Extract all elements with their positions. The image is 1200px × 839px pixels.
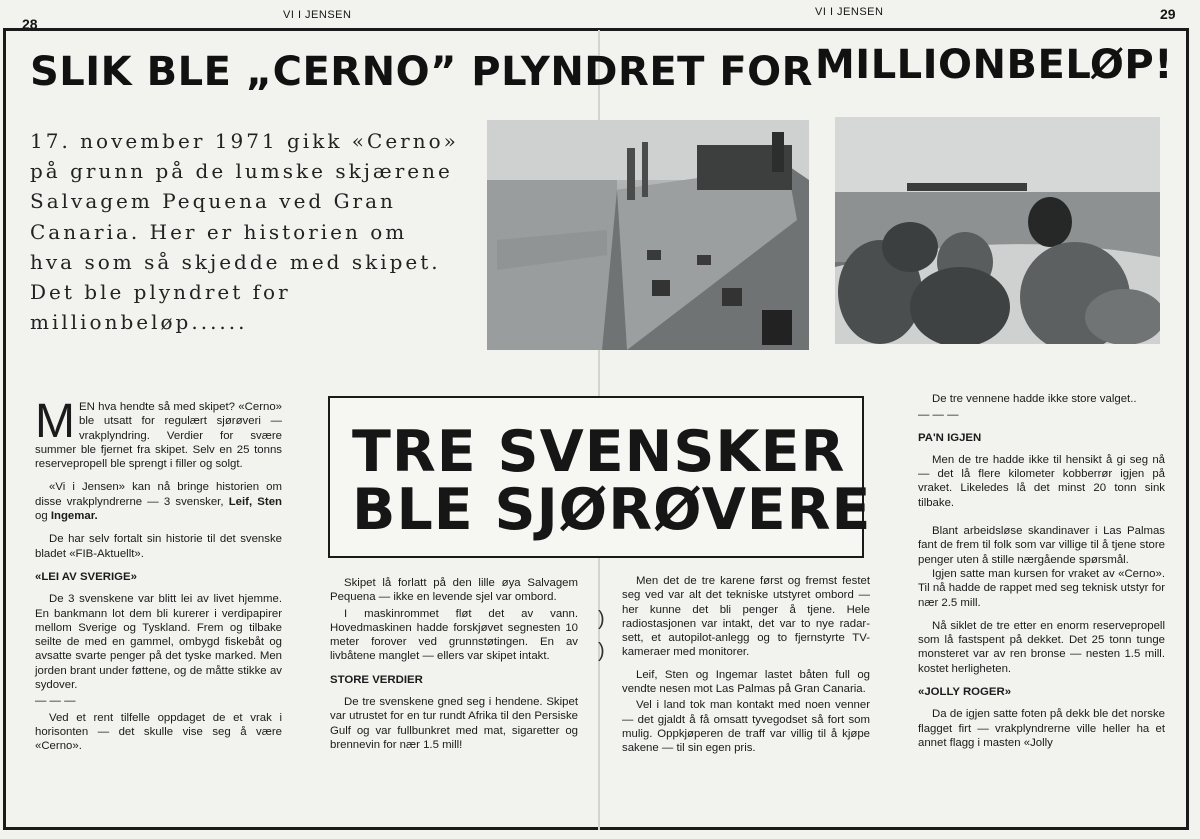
- main-headline-left: SLIK BLE „CERNO” PLYNDRET FOR: [30, 49, 813, 95]
- column-3: [622, 574, 870, 765]
- col3-paragraph-1: Men det de tre karene først og fremst festet seg ved var alt det tekniske utstyret ombord — her kunne det bli penger å tjene. Hele radiostasjonen var intakt, det var to nye radar-sett, et autopilot-anlegg og to fjernstyrte TV-kameraer med monitorer.: [622, 575, 870, 659]
- col4-paragraph-2: Men de tre hadde ikke til hensikt å gi seg nå — det lå flere kilometer kobberrør igjen på vraket. Likeledes lå det minst 20 tonn sink tilbake.: [918, 453, 1165, 509]
- subhead-jolly-roger: «JOLLY ROGER»: [918, 686, 1012, 699]
- boxed-headline-line-1: TRE SVENSKER: [352, 419, 846, 485]
- intro-text: 17. november 1971 gikk «Cerno» på grunn på de lumske skjærene Salvagem Pequena ved Gran Canaria. Her er historien om hva som så skjedde med skipet. Det ble plyndret for millionbeløp......: [30, 129, 459, 335]
- col4-paragraph-5: Nå siklet de tre etter en enorm reservepropell som lå fastspent på dekket. Det 25 tonn tunge monsteret var av ren bronse — nesten 1.5 mill. kostet herligheten.: [918, 619, 1165, 675]
- column-1: [35, 395, 282, 763]
- ship-photo: [487, 120, 809, 350]
- column-4: [918, 392, 1165, 759]
- col1-paragraph-5: Ved et rent tilfelle oppdaget de et vrak i horisonten — det skulle vise seg å være «Cerno».: [35, 711, 282, 753]
- col4-dashes: — — —: [918, 409, 959, 422]
- col2-paragraph-1: Skipet lå forlatt på den lille øya Salvagem Pequena — ikke en levende sjel var ombord.: [330, 577, 578, 604]
- margin-mark-2: ): [598, 640, 605, 662]
- subhead-lei-av-sverige: «LEI AV SVERIGE»: [35, 570, 137, 583]
- boxed-headline: [328, 396, 872, 558]
- col1-paragraph-2: «Vi i Jensen» kan nå bringe historien om disse vrakplyndrerne — 3 svensker,: [35, 481, 282, 508]
- page-number-right: 29: [1160, 6, 1176, 22]
- men-in-boat-image: [835, 117, 1160, 344]
- ship-wreck-image: [487, 120, 809, 350]
- boxed-headline-line-2: BLE SJØRØVERE: [352, 477, 872, 543]
- col1-and: og: [35, 510, 48, 523]
- drop-cap: M: [35, 395, 75, 448]
- col3-paragraph-2: Leif, Sten og Ingemar lastet båten full og vendte nesen mot Las Palmas på Gran Canaria.: [622, 668, 870, 696]
- col1-names-bold: Leif, Sten: [228, 495, 282, 508]
- col1-dashes: — — —: [35, 695, 76, 708]
- col2-paragraph-2: I maskinrommet fløt det av vann. Hovedmaskinen hadde forskjøvet segnesten 10 meter forover ved grunnstøtingen. En av livbåtene manglet — ellers var skipet intakt.: [330, 607, 578, 663]
- col1-paragraph-4: De 3 svenskene var blitt lei av livet hjemme. En bankmann lot dem bli kurerer i verdipapirer mellom Sverige og Tyskland. Frem og tilbake seilte de med en gammel, ombygd fiskebåt og avsatte svarte penger på det tyske marked. Men jorden brant under føttene, og de måtte stikke av sydover.: [35, 593, 282, 692]
- col4-paragraph-1: De tre vennene hadde ikke store valget..: [932, 393, 1137, 405]
- col1-paragraph-1: EN hva hendte så med skipet? «Cerno» ble utsatt for regulært sjørøveri — vrakplyndring. Verdier for svære summer ble fjernet fra skipet. Selv en 25 tonns reservepropell ble sprengt i filler og solgt.: [35, 401, 282, 471]
- col1-paragraph-3: De har selv fortalt sin historie til det svenske bladet «FIB-Aktuellt».: [35, 533, 282, 560]
- main-headline-right: MILLIONBELØP!: [815, 42, 1173, 88]
- column-2: [330, 576, 578, 761]
- col3-paragraph-3: Vel i land tok man kontakt med noen venner — det gjaldt å få omsatt tyvegodset så fort som mulig. Oppkjøperen de traff var villig til å kjøpe sakene — til sin egen pris.: [622, 699, 870, 755]
- subhead-pan-igjen: PA'N IGJEN: [918, 431, 982, 444]
- margin-mark-1: ): [598, 608, 605, 630]
- col4-paragraph-3: Blant arbeidsløse skandinaver i Las Palmas fant de frem til folk som var villige til å tjene store penger uten å stille nærgående spørsmål.: [918, 525, 1165, 566]
- col4-paragraph-4: Igjen satte man kursen for vraket av «Cerno». Til nå hadde de rappet med seg teknisk utstyr for nær 2.5 mill.: [918, 567, 1165, 609]
- page-number-left: 28: [22, 16, 38, 32]
- col2-paragraph-3: De tre svenskene gned seg i hendene. Skipet var utrustet for en tur rundt Afrika til den Persiske Gulf og var fullbunkret med mat, sigaretter og brennevin for nær 1.5 mill!: [330, 696, 578, 751]
- boat-photo: [835, 117, 1160, 344]
- subhead-store-verdier: STORE VERDIER: [330, 673, 423, 686]
- running-title-left: VI I JENSEN: [283, 9, 352, 21]
- col4-paragraph-6: Da de igjen satte foten på dekk ble det norske flagget firt — vrakplyndrerne ville heller ha et annet flagg i masten «Jolly: [918, 708, 1165, 749]
- col1-name-ingemar: Ingemar.: [50, 510, 98, 523]
- running-title-right: VI I JENSEN: [815, 6, 884, 18]
